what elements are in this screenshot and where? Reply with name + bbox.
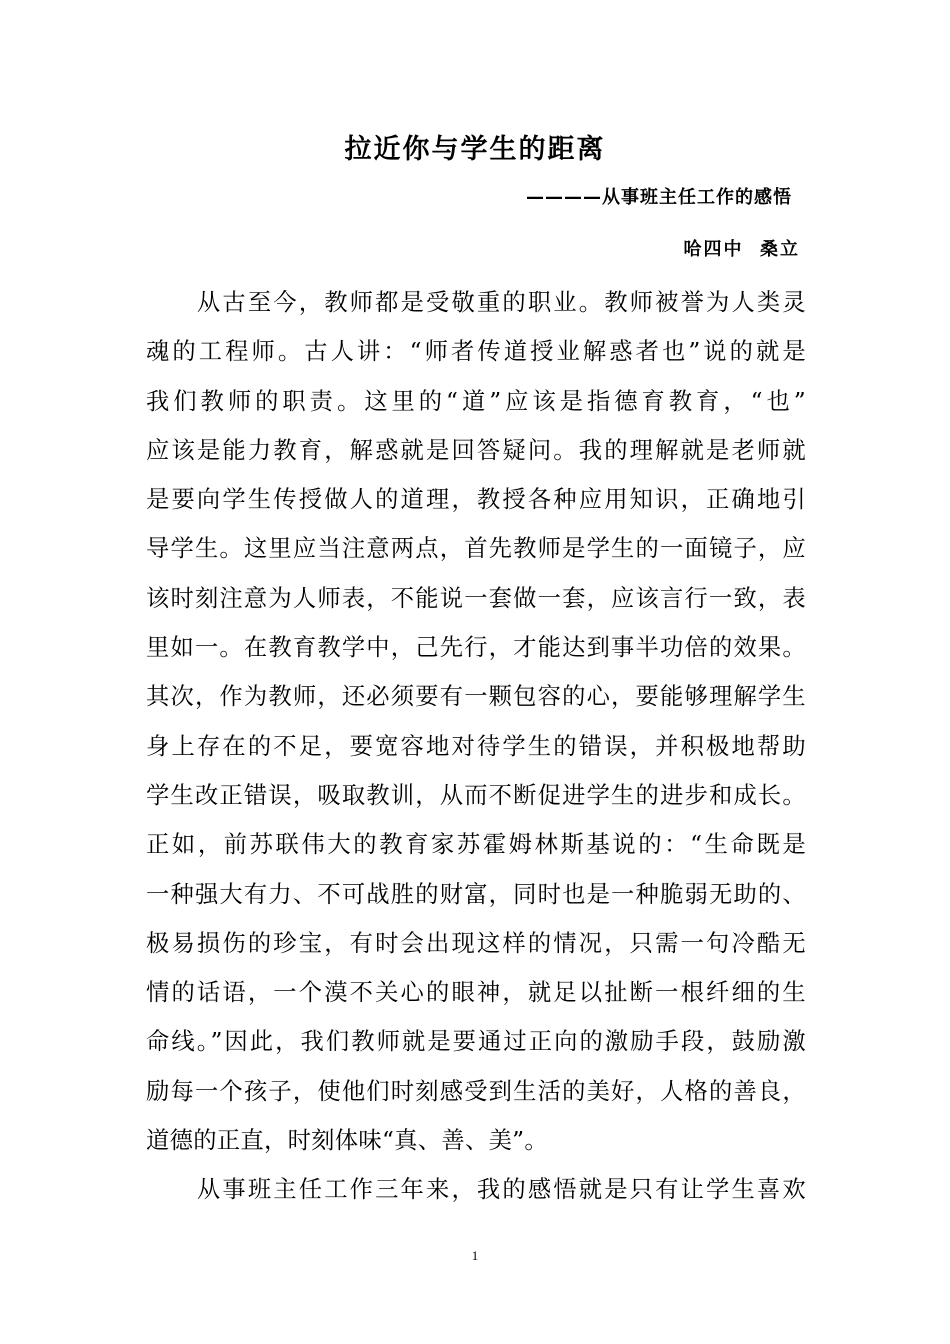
body-line: 该时刻注意为人师表，不能说一套做一套，应该言行一致，表	[146, 584, 806, 612]
body-line: 从古至今，教师都是受敬重的职业。教师被誉为人类灵	[146, 289, 806, 316]
author-line: 哈四中 桑立	[683, 239, 800, 260]
body-line: 一种强大有力、不可战胜的财富，同时也是一种脆弱无助的、	[146, 880, 806, 908]
body-line: 励每一个孩子，使他们时刻感受到生活的美好，人格的善良，	[146, 1077, 806, 1105]
body-line: 道德的正直，时刻体味“真、善、美”。	[146, 1127, 548, 1155]
body-line: 学生改正错误，吸取教训，从而不断促进学生的进步和成长。	[146, 781, 806, 809]
document-subtitle: ————从事班主任工作的感悟	[526, 187, 792, 208]
body-line: 应该是能力教育，解惑就是回答疑问。我的理解就是老师就	[146, 436, 806, 464]
body-line: 极易损伤的珍宝，有时会出现这样的情况，只需一句冷酷无	[146, 929, 806, 957]
body-line: 正如，前苏联伟大的教育家苏霍姆林斯基说的：“生命既是	[146, 831, 806, 859]
body-line: 情的话语，一个漠不关心的眼神，就足以扯断一根纤细的生	[146, 979, 806, 1007]
body-text	[146, 278, 806, 1215]
body-line: 从事班主任工作三年来，我的感悟就是只有让学生喜欢	[146, 1176, 806, 1204]
body-line: 是要向学生传授做人的道理，教授各种应用知识，正确地引	[146, 486, 806, 514]
document-title: 拉近你与学生的距离	[344, 134, 606, 165]
body-line: 里如一。在教育教学中，己先行，才能达到事半功倍的效果。	[146, 634, 806, 662]
page-number: 1	[471, 1248, 479, 1263]
body-line: 我们教师的职责。这里的“道”应该是指德育教育，“也”	[146, 387, 806, 415]
body-line: 命线。”因此，我们教师就是要通过正向的激励手段，鼓励激	[146, 1028, 806, 1056]
body-line: 导学生。这里应当注意两点，首先教师是学生的一面镜子，应	[146, 535, 806, 563]
body-line: 其次，作为教师，还必须要有一颗包容的心，要能够理解学生	[146, 683, 806, 711]
body-line: 身上存在的不足，要宽容地对待学生的错误，并积极地帮助	[146, 732, 806, 760]
body-line: 魂的工程师。古人讲：“师者传道授业解惑者也”说的就是	[146, 338, 806, 366]
